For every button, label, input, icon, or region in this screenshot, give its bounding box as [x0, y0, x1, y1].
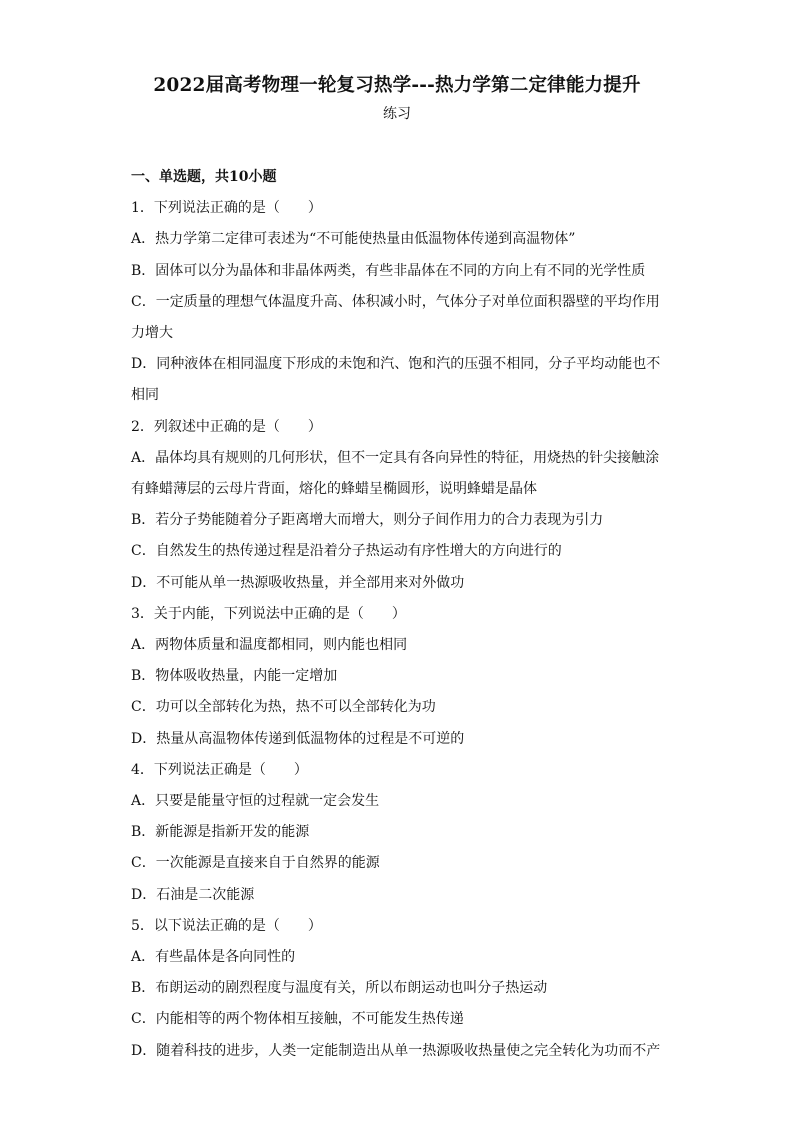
- section-heading: 一、单选题，共10小题: [131, 169, 277, 185]
- document-body: [131, 162, 671, 1067]
- question-1-option-a: A．热力学第二定律可表述为“不可能使热量由低温物体传递到高温物体”: [131, 231, 576, 248]
- document-subtitle: 练习: [383, 106, 411, 122]
- question-3-option-c: C．功可以全部转化为热，热不可以全部转化为功: [131, 699, 436, 716]
- question-5-option-c: C．内能相等的两个物体相互接触，不可能发生热传递: [131, 1011, 464, 1028]
- question-1-stem: 1．下列说法正确的是（ ）: [131, 200, 322, 217]
- question-5-option-b: B．布朗运动的剧烈程度与温度有关，所以布朗运动也叫分子热运动: [131, 980, 548, 997]
- question-3-option-a: A．两物体质量和温度都相同，则内能也相同: [131, 637, 408, 654]
- question-1-option-b: B．固体可以分为晶体和非晶体两类，有些非晶体在不同的方向上有不同的光学性质: [131, 262, 646, 279]
- document-title: 2022届高考物理一轮复习热学---热力学第二定律能力提升: [153, 75, 641, 96]
- question-4-option-a: A．只要是能量守恒的过程就一定会发生: [131, 793, 380, 810]
- question-2-option-c: C．自然发生的热传递过程是沿着分子热运动有序性增大的方向进行的: [131, 543, 562, 560]
- question-5-option-a: A．有些晶体是各向同性的: [131, 949, 296, 966]
- question-2-stem: 2．列叙述中正确的是（ ）: [131, 418, 322, 435]
- question-4-stem: 4．下列说法正确是（ ）: [131, 761, 308, 778]
- question-4-option-b: B．新能源是指新开发的能源: [131, 824, 310, 841]
- question-5-stem: 5．以下说法正确的是（ ）: [131, 917, 322, 934]
- question-4-option-d: D．石油是二次能源: [131, 886, 255, 903]
- question-3-option-d: D．热量从高温物体传递到低温物体的过程是不可逆的: [131, 730, 465, 747]
- question-5-option-d: D．随着科技的进步，人类一定能制造出从单一热源吸收热量使之完全转化为功而不产: [131, 1042, 661, 1059]
- question-3-option-b: B．物体吸收热量，内能一定增加: [131, 668, 338, 685]
- question-2-option-a: A．晶体均具有规则的几何形状，但不一定具有各向异性的特征，用烧热的针尖接触涂有蜂蜡薄层的云母片背面，熔化的蜂蜡呈椭圆形，说明蜂蜡是晶体: [131, 449, 660, 498]
- question-1-option-d: D．同种液体在相同温度下形成的未饱和汽、饱和汽的压强不相同，分子平均动能也不相同: [131, 356, 661, 404]
- question-4-option-c: C．一次能源是直接来自于自然界的能源: [131, 855, 380, 872]
- question-2-option-d: D．不可能从单一热源吸收热量，并全部用来对外做功: [131, 574, 465, 591]
- question-3-stem: 3．关于内能，下列说法中正确的是（ ）: [131, 605, 406, 622]
- question-1-option-c: C．一定质量的理想气体温度升高、体积减小时，气体分子对单位面积器壁的平均作用力增大: [131, 293, 660, 342]
- question-2-option-b: B．若分子势能随着分子距离增大而增大，则分子间作用力的合力表现为引力: [131, 512, 604, 529]
